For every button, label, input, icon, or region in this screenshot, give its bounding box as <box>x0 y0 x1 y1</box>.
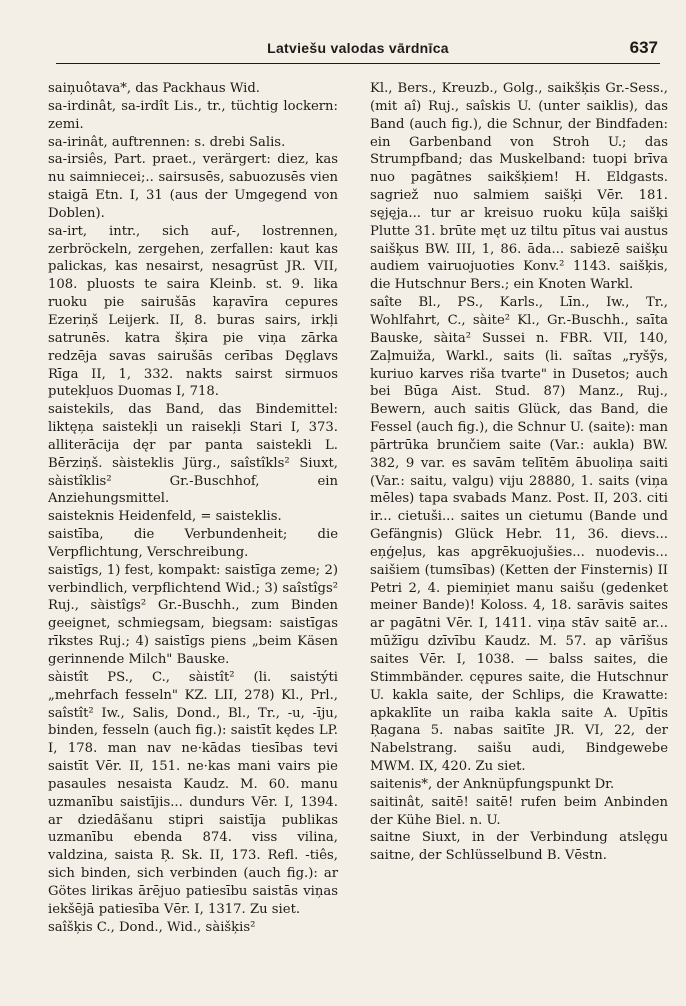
dictionary-entry: saistekils, das Band, das Bindemittel: liktęņa saistekļi un raisekļi Stari I, 373. alliterācija dęr par panta saistekli L. Bērziņš. sàisteklis Jürg., saîstîkls² Siuxt, sàistîklis² Gr.-Buschhof, ein Anziehungsmittel. <box>48 402 338 507</box>
dictionary-entry: saiņuôtava*, das Packhaus Wid. <box>48 81 260 96</box>
left-column <box>48 80 338 937</box>
dictionary-entry: saitenis*, der Anknüpfungspunkt Dr. <box>370 776 615 792</box>
dictionary-entry: saisteknis Heidenfeld, = saisteklis. <box>48 509 282 525</box>
dictionary-entry: saitne Siuxt, in der Verbindung atslęgu saitne, der Schlüsselbund B. Vēstn. <box>370 830 668 864</box>
dictionary-entry: sa-irdinât, sa-irdît Lis., tr., tüchtig lockern: zemi. <box>48 98 338 132</box>
dictionary-entry: sa-irt, intr., sich auf-, lostrennen, zerbröckeln, zergehen, zerfallen: kaut kas palickas, kas nesairst, nesagrūst JR. VII, 108. pluosts te saira Kleinb. st. 9. lika ruoku pie sairušās kaŗavīra cepures Ezeriņš Leijerk. II, 8. buras sairs, irkļi satrunēs. katra šķira pie viņa zārka redzēja savas sairušās cerības Dęglavs Rīga II, 1, 332. nakts sairst sirmuos putekļuos Duomas I, 718. <box>48 223 338 400</box>
dictionary-entry: saistīgs, 1) fest, kompakt: saistīga zeme; 2) verbindlich, verpflichtend Wid.; 3) saîstîgs² Ruj., sàistîgs² Gr.-Buschh., zum Binden geeignet, schmiegsam, biegsam: saistīgas rīkstes Ruj.; 4) saistīgs piens „beim Käsen gerinnende Milch" Bauske. <box>48 562 338 667</box>
page-header <box>56 38 660 64</box>
header-rule <box>56 63 660 64</box>
dictionary-entry: sàistît PS., C., sàistît² (li. saistýti „mehrfach fesseln" KZ. LII, 278) Kl., Prl., saîstît² Iw., Salis, Dond., Bl., Tr., -u, -īju, binden, fesseln (auch fig.): saistīt kędes LP. I, 178. man nav ne·kādas tiesības tevi saistīt Vēr. II, 151. ne·kas mani vairs pie pasaules nesaista Kaudz. M. 60. manu uzmanību saistījis... dundurs Vēr. I, 1394. ar dziedāšanu stipri saistīja publikas uzmanību ebenda 874. viss vilina, valdzina, saista Ŗ. Sk. II, 173. Refl. -tiês, sich binden, sich verbinden (auch fig.): ar Götes lirikas ārējuo patiesību saistās viņas iekšējā patiesība Vēr. I, 1317. Zu siet. <box>48 669 338 917</box>
page-number: 637 <box>629 38 658 57</box>
dictionary-entry: saîte Bl., PS., Karls., Līn., Iw., Tr., Wohlfahrt, C., sàite² Kl., Gr.-Buschh., saīta Bauske, sàita² Sussei n. FBR. VII, 140, Zaļmuiža, Warkl., saits (li. saĩtas „ryšỹs, kuriuo karves riša tvarte" in Dusetos; auch bei Būga Aist. Stud. 87) Manz., Ruj., Bewern, auch saitis Glück, das Band, die Fessel (auch fig.), die Schnur U. (saite): man pārtrūka brunčiem saite (Var.: aukla) BW. 382, 9 var. es savām telītēm ābuoliņa saiti (Var.: saitu, valgu) viju 28880, 1. saits (viņa mēles) tapa svabads Manz. Post. II, 203. citi ir... cietuši... saites un cietumu (Bande und Gefängnis) Glück Hebr. 11, 36. dievs... eņģeļus, kas apgrēkuojušies... nuodevis... saišiem (tumsības) (Ketten der Finsternis) II Petri 2, 4. piemiņiet manu saišu (gedenket meiner Bande)! Koloss. 4, 18. sarāvis saites ar pagātni Vēr. I, 1411. viņa stāv saitē ar... mūžīgu dzīvību Kaudz. M. 57. ap vārīšus saites Vēr. I, 1038. — balss saites, die Stimmbänder. cępures saite, die Hutschnur U. kakla saite, der Schlips, die Krawatte: apkaklīte un raiba kakla saite A. Upītis Ŗagana 5. nabas saitīte JR. VI, 22, der Nabelstrang. saišu audi, Bindgewebe MWM. IX, 420. Zu siet. <box>370 295 668 775</box>
dictionary-entry: saîšķis C., Dond., Wid., sàišķis² <box>48 919 256 935</box>
right-column <box>370 80 668 865</box>
dictionary-entry: saitinât, saitē! saitē! rufen beim Anbinden der Kühe Biel. n. U. <box>370 794 668 828</box>
running-title: Latviešu valodas vārdnīca <box>267 40 449 56</box>
dictionary-entry: Kl., Bers., Kreuzb., Golg., saikšķis Gr.-Sess., (mit aî) Ruj., saîskis U. (unter saiklis), das Band (auch fig.), die Schnur, der Bindfaden: ein Garbenband von Stroh U.; das Strumpfband; das Muskelband: tuopi brīva nuo pagātnes saikšķiem! H. Eldgasts. sagriež nuo salmiem saišķi Vēr. 181. sęjęja... tur ar kreisuo ruoku kūļa saišķi Plutte 31. brūte męt uz tiltu pītus vai austus saišķus BW. III, 1, 86. āda... sabiezē saišķu audiem vairuojuoties Konv.² 1143. saišķis, die Hutschnur Bers.; ein Knoten Warkl. <box>370 81 668 293</box>
dictionary-entry: sa-irinât, auftrennen: s. drebi Salis. <box>48 134 286 150</box>
dictionary-entry: sa-irsiês, Part. praet., verärgert: diez, kas nu saimniecei;.. sairsusēs, sabuozusēs vien staigā Etn. I, 31 (aus der Umgegend von Doblen). <box>48 152 338 221</box>
dictionary-entry: saistība, die Verbundenheit; die Verpflichtung, Verschreibung. <box>48 527 338 560</box>
